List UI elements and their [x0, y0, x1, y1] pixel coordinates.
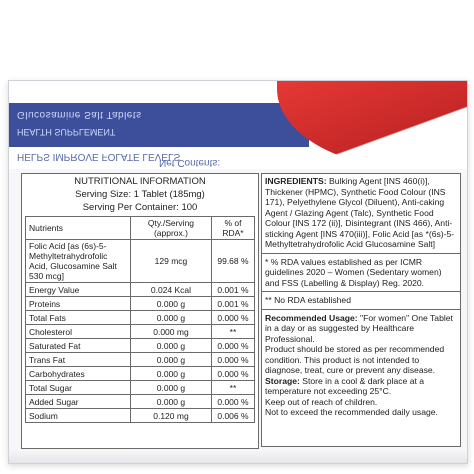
table-row [26, 311, 255, 325]
nutrient-qty: 0.024 Kcal [131, 283, 212, 297]
table-row [26, 325, 255, 339]
divider [262, 309, 460, 310]
nutrient-rda: 0.006 % [211, 409, 254, 423]
nutrient-name: Proteins [26, 297, 131, 311]
nutrient-name: Cholesterol [26, 325, 131, 339]
box-bottom-shade [9, 449, 467, 463]
table-row [26, 409, 255, 423]
nutrient-name: Carbohydrates [26, 367, 131, 381]
brand-strip [9, 103, 309, 147]
nutrient-name: Added Sugar [26, 395, 131, 409]
nutrient-qty: 0.000 g [131, 353, 212, 367]
nutrient-rda: 0.000 % [211, 367, 254, 381]
servings-per-container: Serving Per Container: 100 [82, 202, 198, 213]
nutrient-rda: ** [211, 381, 254, 395]
nutrient-name: Sodium [26, 409, 131, 423]
header-qty: Qty./Serving (approx.) [131, 217, 212, 240]
table-header-row [26, 217, 255, 240]
usage-block [265, 313, 457, 345]
box-header-band [9, 81, 467, 169]
nutrient-qty: 0.000 g [131, 339, 212, 353]
nutrient-rda: 0.000 % [211, 395, 254, 409]
nutrient-qty: 0.000 mg [131, 325, 212, 339]
nutrient-name: Trans Fat [26, 353, 131, 367]
nutrient-name: Energy Value [26, 283, 131, 297]
table-row [26, 297, 255, 311]
mirrored-product-name: Glucosamine Salt Tablets [17, 109, 142, 120]
nutrient-qty: 129 mcg [131, 240, 212, 283]
product-box [8, 80, 468, 464]
nutrient-name: Total Fats [26, 311, 131, 325]
nutrition-table [25, 216, 255, 423]
table-row [26, 353, 255, 367]
table-row [26, 283, 255, 297]
nutrition-title: NUTRITIONAL INFORMATION [74, 176, 206, 187]
usage-text: "For women" One Tablet in a day or as suggested by Healthcare Professional. [265, 312, 453, 344]
usage-label: Recommended Usage: [265, 312, 358, 323]
nutrition-panel [21, 173, 259, 449]
nutrient-qty: 0.000 g [131, 381, 212, 395]
table-row [26, 367, 255, 381]
mirrored-supplement-text: HEALTH SUPPLEMENT [17, 127, 116, 137]
header-rda: % of RDA* [211, 217, 254, 240]
nutrient-name: Folic Acid [as (6s)-5-Methyltetrahydrofolic Acid, Glucosamine Salt 530 mcg] [26, 240, 131, 283]
info-panel [261, 173, 461, 447]
red-swoosh-graphic [277, 81, 467, 169]
table-row [26, 395, 255, 409]
nutrient-rda: ** [211, 325, 254, 339]
nutrient-rda: 99.68 % [211, 240, 254, 283]
ingredients-block [265, 176, 457, 250]
storage-block [265, 376, 457, 397]
nutrient-rda: 0.000 % [211, 311, 254, 325]
disclaimer-text: Product should be stored as per recommended condition. This product is not intended to diagnose, treat, cure or prevent any disease. [265, 344, 445, 375]
nutrient-rda: 0.001 % [211, 283, 254, 297]
nutrient-qty: 0.000 g [131, 367, 212, 381]
nutrient-qty: 0.000 g [131, 297, 212, 311]
table-row [26, 339, 255, 353]
nutrient-qty: 0.120 mg [131, 409, 212, 423]
nutrient-qty: 0.000 g [131, 395, 212, 409]
table-row [26, 381, 255, 395]
children-warning: Keep out of reach of children. [265, 396, 378, 407]
divider [262, 253, 460, 254]
rda-note: * % RDA values established as per ICMR guidelines 2020 – Women (Sedentary women) and FSS (Labelling & Display) Reg. 2020. [265, 256, 442, 288]
mirrored-net-contents: Net Contents: [159, 157, 221, 168]
nutrient-rda: 0.000 % [211, 339, 254, 353]
ingredients-label: INGREDIENTS: [265, 176, 327, 186]
nutrient-name: Saturated Fat [26, 339, 131, 353]
ingredients-text: Bulking Agent [INS 460(i)], Thickener (HPMC), Synthetic Food Colour (INS 171), Pelyethylene Glycol (Diluent), Anti-caking Agent / Glazing Agent (Talc), Synthetic Food Colour [INS 172 (ii)], Disintegrant (INS 466), Anti-sticking Agent [INS 470(iii)], Folic Acid [as *(6s)-5-Methyltetrahydrofolic Acid Glucosamine Salt] [265, 176, 455, 249]
serving-size: Serving Size: 1 Tablet (185mg) [75, 189, 205, 200]
mirrored-folate-text: HELPS IMPROVE FOLATE LEVELS [17, 151, 181, 162]
nutrient-qty: 0.000 g [131, 311, 212, 325]
nutrient-name: Total Sugar [26, 381, 131, 395]
nutrient-rda: 0.001 % [211, 297, 254, 311]
storage-text: Store in a cool & dark place at a temperature not exceeding 25°C. [265, 375, 425, 396]
nutrient-rda: 0.000 % [211, 353, 254, 367]
dose-warning: Not to exceed the recommended daily usage. [265, 407, 438, 417]
table-row [26, 240, 255, 283]
divider [262, 291, 460, 292]
no-rda-note: ** No RDA established [265, 295, 351, 305]
storage-label: Storage: [265, 375, 300, 386]
header-nutrients: Nutrients [26, 217, 131, 240]
